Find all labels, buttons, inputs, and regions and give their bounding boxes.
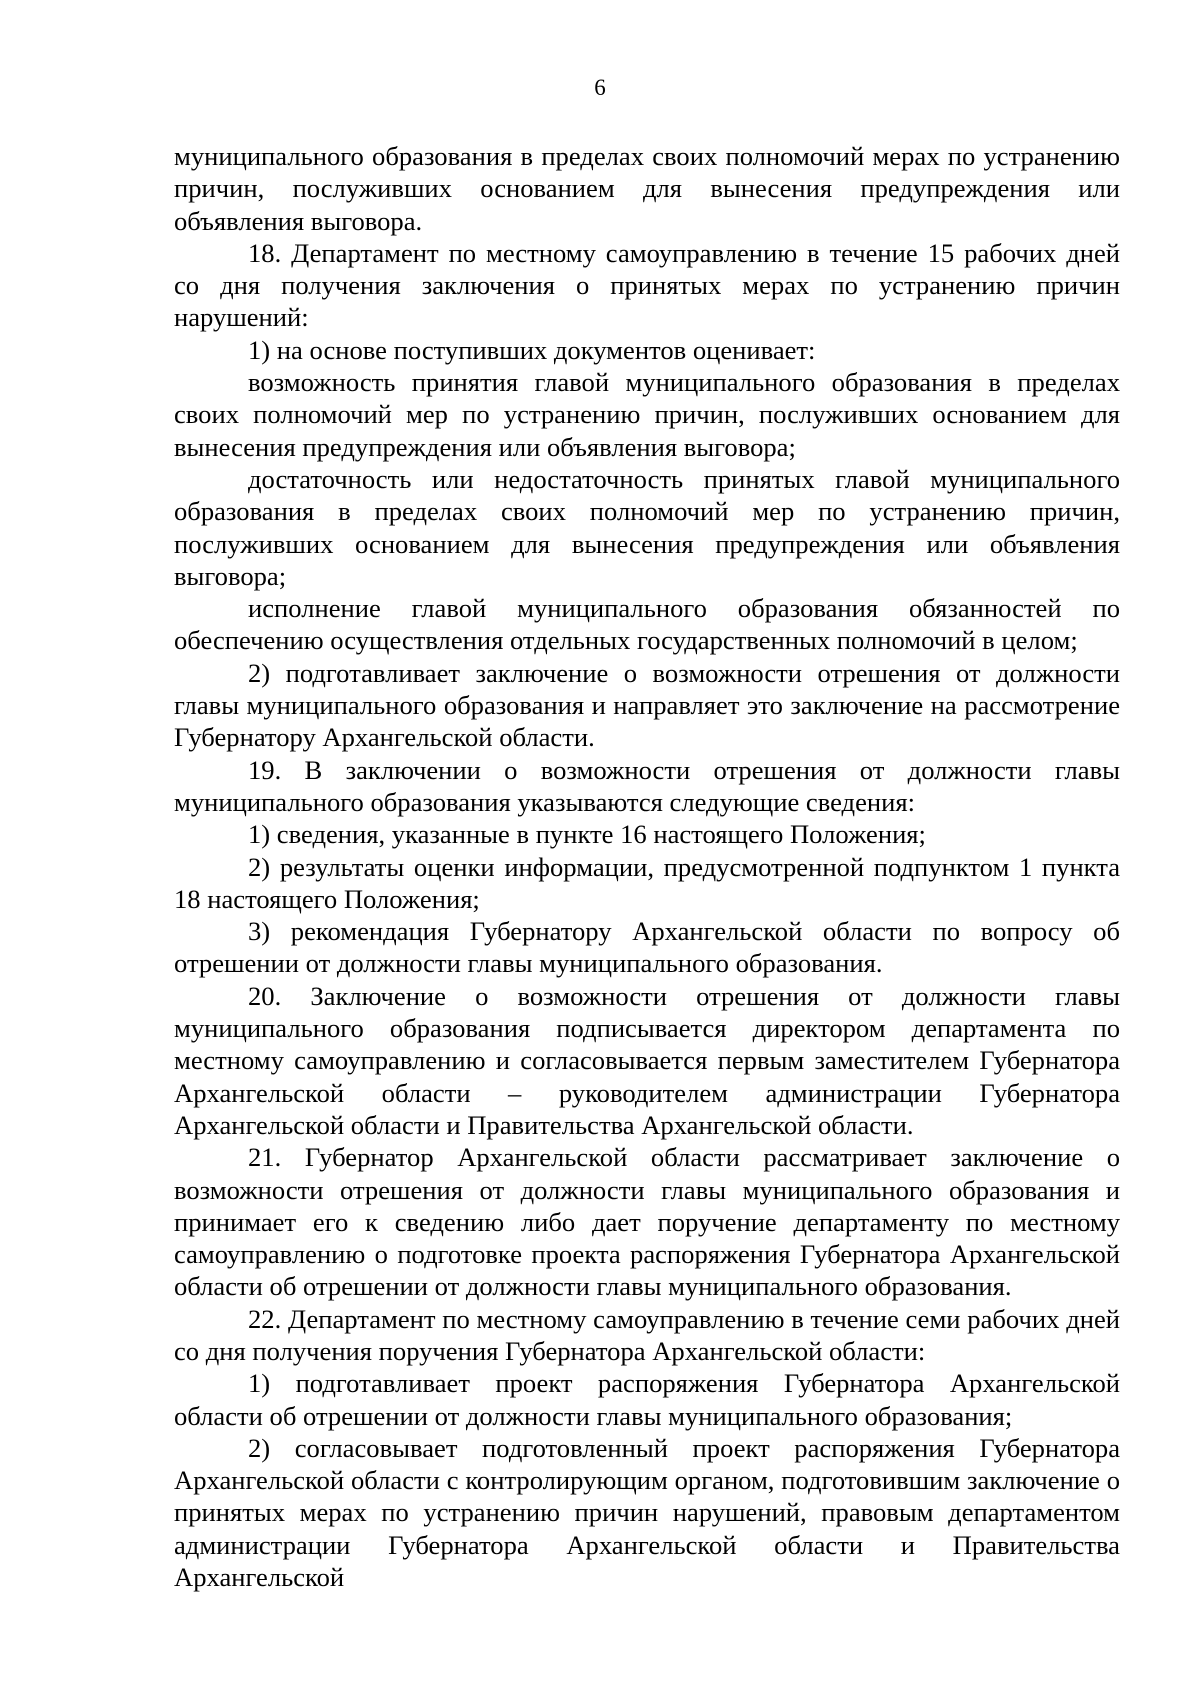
paragraph-19-1: 1) сведения, указанные в пункте 16 настоящего Положения; bbox=[248, 819, 926, 850]
paragraph-18-1: 1) на основе поступивших документов оценивает: bbox=[248, 334, 816, 365]
page-number: 6 bbox=[594, 75, 606, 100]
paragraph-18-1-a: возможность принятия главой муниципального образования в пределах своих полномочий мер по устранению причин, послуживших основанием для вынесения предупреждения или объявления выговора; bbox=[174, 367, 1120, 462]
paragraph-22: 22. Департамент по местному самоуправлению в течение семи рабочих дней со дня получения поручения Губернатора Архангельской области: bbox=[174, 1303, 1120, 1366]
paragraph-22-1: 1) подготавливает проект распоряжения Губернатора Архангельской области об отрешении от должности главы муниципального образования; bbox=[174, 1368, 1120, 1431]
paragraph-18-1-c: исполнение главой муниципального образования обязанностей по обеспечению осуществления отдельных государственных полномочий в целом; bbox=[174, 593, 1120, 656]
paragraph-18: 18. Департамент по местному самоуправлению в течение 15 рабочих дней со дня получения заключения о принятых мерах по устранению причин нарушений: bbox=[174, 237, 1120, 333]
paragraph-18-1-b: достаточность или недостаточность принятых главой муниципального образования в пределах своих полномочий мер по устранению причин, послуживших основанием для вынесения предупреждения или объявления выговора; bbox=[174, 463, 1120, 591]
paragraph-continuation: муниципального образования в пределах своих полномочий мерах по устранению причин, послуживших основанием для вынесения предупреждения или объявления выговора. bbox=[174, 141, 1120, 236]
paragraph-19-2: 2) результаты оценки информации, предусмотренной подпунктом 1 пункта 18 настоящего Положения; bbox=[174, 851, 1120, 914]
paragraph-18-2: 2) подготавливает заключение о возможности отрешения от должности главы муниципального образования и направляет это заключение на рассмотрение Губернатору Архангельской области. bbox=[174, 657, 1120, 753]
paragraph-22-2: 2) согласовывает подготовленный проект распоряжения Губернатора Архангельской области с контролирующим органом, подготовившим заключение о принятых мерах по устранению причин нарушений, правовым департаментом администрации Губернатора Архангельской области и Правительства Архангельской bbox=[174, 1432, 1120, 1593]
paragraph-20: 20. Заключение о возможности отрешения от должности главы муниципального образования подписывается директором департамента по местному самоуправлению и согласовывается первым заместителем Губернатора Архангельской области – руководителем администрации Губернатора Архангельской области и Правительства Архангельской области. bbox=[174, 980, 1120, 1140]
paragraph-19-3: 3) рекомендация Губернатору Архангельской области по вопросу об отрешении от должности главы муниципального образования. bbox=[174, 916, 1120, 979]
document-body bbox=[174, 140, 1120, 1593]
paragraph-19: 19. В заключении о возможности отрешения от должности главы муниципального образования указываются следующие сведения: bbox=[174, 754, 1120, 817]
paragraph-21: 21. Губернатор Архангельской области рассматривает заключение о возможности отрешения от должности главы муниципального образования и принимает его к сведению либо дает поручение департаменту по местному самоуправлению о подготовке проекта распоряжения Губернатора Архангельской области об отрешении от должности главы муниципального образования. bbox=[174, 1142, 1120, 1302]
